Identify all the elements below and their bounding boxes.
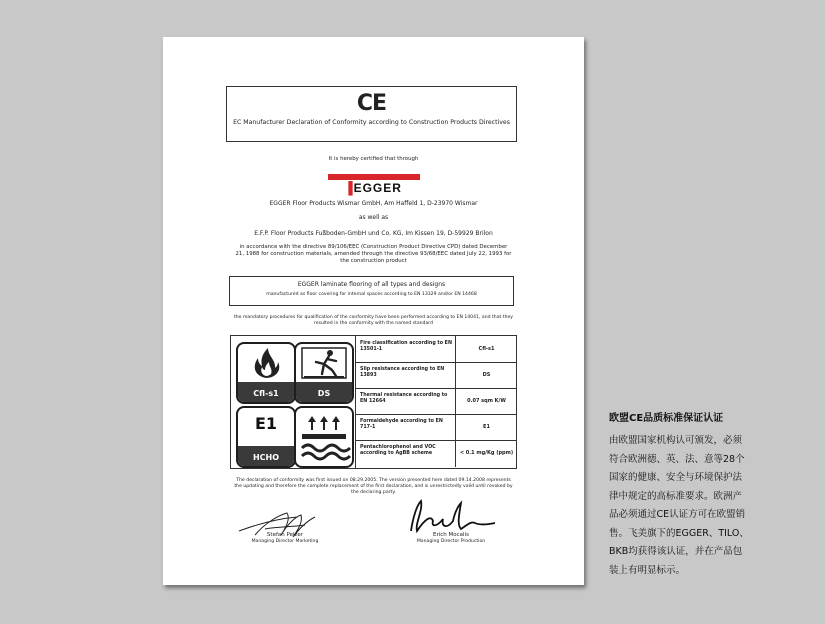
property-value: Cfl-s1 [455, 336, 517, 362]
fire-class-label: Cfl-s1 [253, 389, 279, 398]
caption-line: 品必须通过CE认证方可在欧盟销 [609, 509, 746, 520]
property-value: < 0.1 mg/Kg (ppm) [455, 440, 517, 467]
certified-through-text: It is hereby certified that through [328, 156, 419, 162]
property-value: DS [455, 362, 517, 388]
heat-arrows-icon [296, 408, 352, 466]
ce-certification-caption [609, 409, 775, 580]
slipping-person-icon [296, 344, 352, 382]
manufacturer-1: EGGER Floor Products Wismar GmbH, Am Haffeld 1, D-23970 Wismar [269, 200, 478, 207]
flame-icon [238, 344, 294, 382]
signature-2 [401, 497, 501, 537]
hcho-label: HCHO [252, 453, 280, 462]
signatory-2-title: Managing Director Production [416, 539, 486, 544]
caption-line: 由欧盟国家机构认可颁发，必须 [609, 435, 743, 446]
signatory-1-name: Stefan Pelzer [266, 532, 304, 538]
table-row [355, 440, 516, 467]
certificate-document [163, 37, 584, 585]
caption-body [609, 432, 775, 580]
certification-table [230, 335, 517, 469]
slip-class-label: DS [317, 389, 331, 398]
property-name: Formaldehyde according to EN 717-1 [360, 419, 443, 430]
caption-line: 装上有明显标示。 [609, 564, 686, 576]
table-row [355, 414, 516, 441]
property-name: Slip resistance according to EN 13893 [360, 367, 445, 378]
declaration-header-box [226, 86, 517, 142]
directive-text: in accordance with the directive 89/106/EEC (Construction Product Directive CPD) dated December 21, 1988 for construction materials, amended through the directive 93/68/EEC dated July 22, 1993 for the construction product [235, 244, 512, 264]
slip-resistance-icon [294, 342, 354, 404]
signatory-2-name: Erich Mocalis [433, 532, 469, 538]
manufacturer-2: E.F.P. Floor Products Fußboden-GmbH und Co. KG, Im Kissen 19, D-59929 Brilon [254, 230, 493, 237]
caption-line: 符合欧洲德、英、法、意等28个 [609, 453, 745, 465]
caption-line: 律中规定的高标准要求。欧洲产 [609, 490, 743, 502]
property-value: E1 [455, 414, 517, 440]
as-well-as-text: as well as [358, 214, 389, 221]
certification-icons [231, 336, 356, 468]
egger-brand-name: EGGER [353, 181, 402, 195]
underfloor-heating-icon [294, 406, 354, 468]
formaldehyde-emission-icon [236, 406, 296, 468]
declaration-title: EC Manufacturer Declaration of Conformity according to Construction Products Directives [233, 119, 510, 126]
table-row [355, 362, 516, 389]
property-name: Fire classification according to EN 13501-1 [360, 341, 452, 352]
caption-line: BKB均获得该认证，并在产品包 [609, 546, 743, 557]
table-row [355, 388, 516, 415]
footer-text: The declaration of conformity was first issued on 08.29.2005. The version presented here dated 09.14.2008 represents the updating and therefore the complete replacement of the first declaration, and is unrestrictedly valid until revoked by the declaring party. [234, 478, 513, 495]
property-value: 0.07 sqm K/W [455, 388, 517, 414]
table-row [355, 336, 516, 363]
product-line-1: EGGER laminate flooring of all types and designs [297, 281, 446, 288]
emission-class-label: E1 [254, 414, 278, 433]
procedure-text: the mandatory procedures for qualification of the conformity have been performed according to EN 14041, and that they resulted in the conformity with the named standard [233, 315, 514, 326]
egger-e-icon: ▐ [344, 181, 354, 195]
caption-title: 欧盟CE品质标准保证认证 [609, 413, 724, 424]
caption-line: 售。飞美旗下的EGGER、TILO、 [609, 527, 749, 539]
egger-logo [323, 181, 423, 195]
product-box [229, 276, 514, 306]
property-name: Pentachlorophenol and VOC according to AgBB scheme [360, 445, 436, 456]
handwritten-signature-2 [401, 497, 501, 537]
egger-red-bar [328, 174, 420, 180]
caption-line: 国家的健康、安全与环境保护法 [609, 472, 743, 483]
ce-mark-logo: CE [356, 91, 387, 116]
signatory-1-title: Managing Director Marketing [251, 539, 319, 544]
fire-classification-icon [236, 342, 296, 404]
product-line-2: manufactured as floor covering for internal spaces according to EN 13329 and/or EN 14468 [266, 292, 477, 297]
property-name: Thermal resistance according to EN 12664 [360, 393, 448, 404]
